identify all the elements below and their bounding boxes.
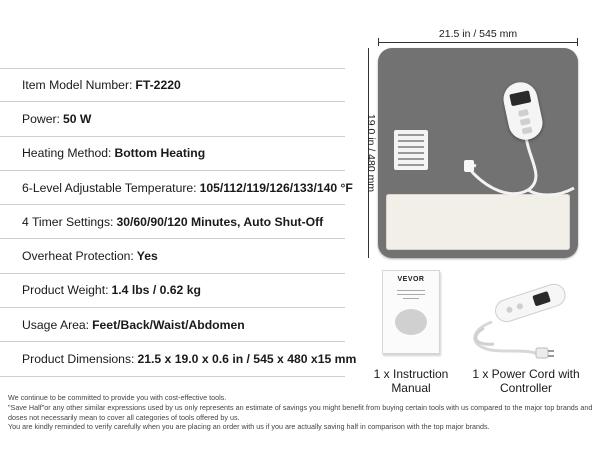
width-dimension-line bbox=[378, 42, 578, 43]
spec-row bbox=[0, 342, 357, 376]
spec-row bbox=[0, 171, 353, 205]
disclaimer-line: You are kindly reminded to verify carefully when you are placing an order with us if you are actually saving half in comparison with the top major brands. bbox=[8, 422, 490, 432]
manual-brand-logo: VEVOR bbox=[397, 276, 425, 283]
spec-row bbox=[0, 137, 345, 171]
power-cord-caption: 1 x Power Cord with Controller bbox=[472, 367, 580, 395]
spec-row bbox=[0, 239, 345, 273]
spec-label: Heating Method: bbox=[22, 146, 112, 161]
spec-value: FT-2220 bbox=[135, 78, 181, 93]
spec-label: Product Dimensions: bbox=[22, 352, 135, 367]
spec-label: 4 Timer Settings: bbox=[22, 214, 114, 229]
power-cord-icon bbox=[378, 48, 578, 258]
spec-label: Product Weight: bbox=[22, 283, 109, 298]
spec-label: 6-Level Adjustable Temperature: bbox=[22, 180, 197, 195]
spec-label: Overheat Protection: bbox=[22, 249, 134, 264]
spec-value: 30/60/90/120 Minutes, Auto Shut-Off bbox=[116, 214, 324, 229]
disclaimer-line: "Save Half"or any other similar expressions used by us only represents an estimate of savings you might benefit from buying certain tools with us compared to the major top brands and doses not necessarily mean to cover all categories of tools offered by us. bbox=[8, 402, 593, 422]
spec-value: Yes bbox=[136, 249, 158, 264]
spec-label: Power: bbox=[22, 111, 60, 126]
spec-row bbox=[0, 274, 345, 308]
spec-label: Item Model Number: bbox=[22, 78, 133, 93]
spec-row bbox=[0, 308, 345, 342]
height-dimension-label: 19.0 in / 480 mm bbox=[365, 113, 377, 193]
spec-value: 1.4 lbs / 0.62 kg bbox=[111, 283, 201, 298]
spec-list bbox=[0, 68, 357, 377]
disclaimer-text bbox=[8, 393, 596, 432]
heating-pad-image bbox=[378, 48, 578, 258]
spec-value: Feet/Back/Waist/Abdomen bbox=[92, 317, 245, 332]
spec-value: Bottom Heating bbox=[114, 146, 206, 161]
width-dimension-cap-left bbox=[378, 38, 379, 46]
power-cord-controller-image bbox=[464, 282, 584, 362]
spec-row bbox=[0, 205, 345, 239]
width-dimension-cap-right bbox=[577, 38, 578, 46]
spec-label: Usage Area: bbox=[22, 317, 90, 332]
instruction-manual-image bbox=[382, 270, 440, 354]
instruction-manual-caption: 1 x Instruction Manual bbox=[373, 367, 449, 395]
spec-value: 21.5 x 19.0 x 0.6 in / 545 x 480 x15 mm bbox=[137, 352, 357, 367]
spec-value: 105/112/119/126/133/140 °F bbox=[199, 180, 353, 195]
disclaimer-line: We continue to be committed to provide you with cost-effective tools. bbox=[8, 393, 227, 402]
spec-row bbox=[0, 102, 345, 136]
spec-value: 50 W bbox=[62, 111, 92, 126]
spec-row bbox=[0, 68, 345, 102]
width-dimension-label: 21.5 in / 545 mm bbox=[438, 28, 518, 40]
